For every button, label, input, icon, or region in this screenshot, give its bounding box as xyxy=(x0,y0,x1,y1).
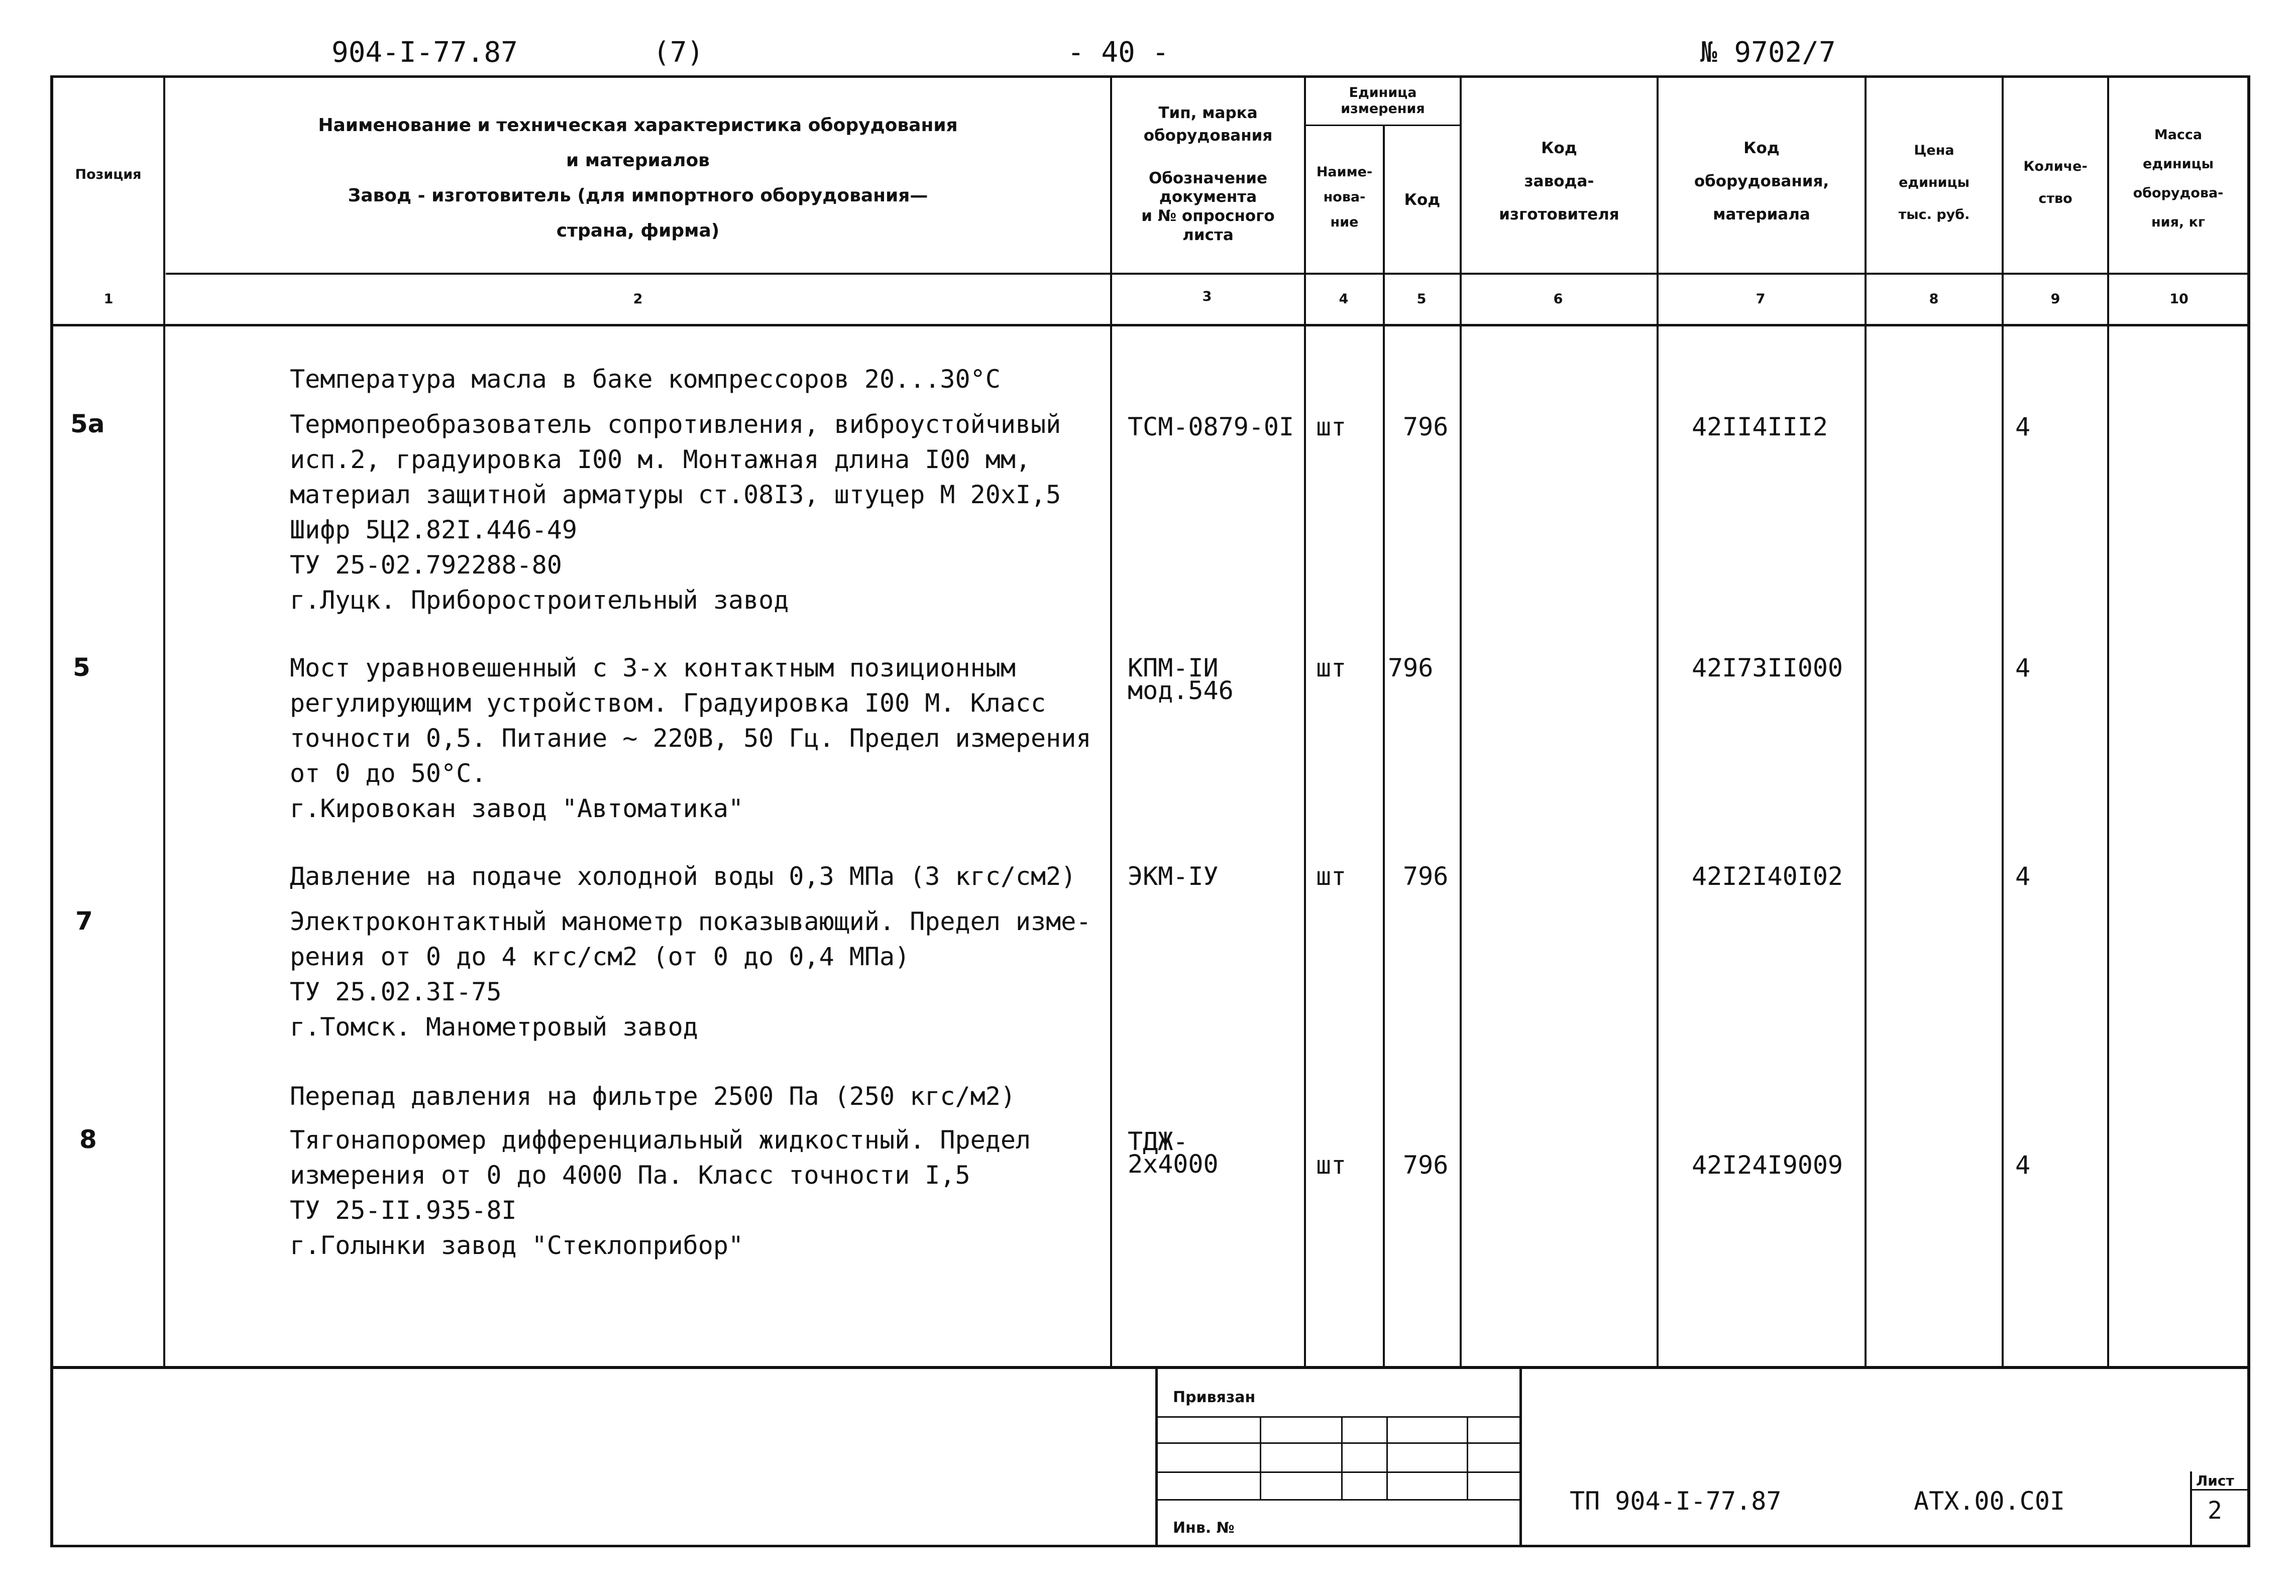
header-type-line5: и № опросного xyxy=(1141,207,1275,225)
project-code: 904-I-77.87 xyxy=(332,36,518,69)
header-name-line4: страна, фирма) xyxy=(556,220,720,241)
row-unit-name: шт xyxy=(1316,1151,1347,1180)
column-number: 9 xyxy=(2050,291,2060,307)
row-quantity: 4 xyxy=(2015,653,2031,682)
row-quantity: 4 xyxy=(2015,862,2031,891)
row-position: 5 xyxy=(73,653,90,682)
header-price-line3: тыс. руб. xyxy=(1898,207,1970,222)
header-name-line1: Наименование и техническая характеристика оборудования xyxy=(318,115,958,136)
row-unit-name: шт xyxy=(1316,862,1347,891)
header-maker-code-line1: Код xyxy=(1541,139,1577,157)
header-name-line3: Завод - изготовитель (для импортного оборудования— xyxy=(348,185,928,206)
row-line: от 0 до 50°С. xyxy=(290,759,487,788)
row-line: Шифр 5Ц2.82I.446-49 xyxy=(290,515,577,544)
column-number: 7 xyxy=(1756,291,1766,307)
column-number: 6 xyxy=(1553,291,1563,307)
header-type-line4: документа xyxy=(1159,188,1257,206)
header-mass-line2: единицы xyxy=(2142,156,2214,172)
row-line: г.Томск. Манометровый завод xyxy=(290,1012,698,1042)
header-position: Позиция xyxy=(75,167,142,182)
row-unit-code: 796 xyxy=(1403,862,1449,891)
row-line: Тягонапоромер дифференциальный жидкостный. Предел xyxy=(290,1125,1031,1155)
row-heading: Давление на подаче холодной воды 0,3 МПа (3 кгс/см2) xyxy=(290,862,1076,891)
column-number: 1 xyxy=(103,291,114,307)
row-line: ТУ 25-II.935-8I xyxy=(290,1196,517,1225)
header-mass-line1: Масса xyxy=(2154,127,2203,143)
row-position: 5а xyxy=(70,409,105,438)
row-unit-code: 796 xyxy=(1403,412,1449,441)
row-line: Мост уравновешенный с 3-х контактным позиционным xyxy=(290,653,1016,682)
page-number: - 40 - xyxy=(1067,36,1169,69)
row-unit-code: 796 xyxy=(1388,653,1434,682)
header-price-line1: Цена xyxy=(1914,143,1954,158)
header-mass-line4: ния, кг xyxy=(2151,214,2205,230)
column-number: 5 xyxy=(1416,291,1427,307)
stamp-bound-label: Привязан xyxy=(1173,1389,1256,1406)
row-line: Термопреобразователь сопротивления, виброустойчивый xyxy=(290,410,1061,439)
header-unit-line1: Единица xyxy=(1349,85,1417,100)
header-quantity-line2: ство xyxy=(2038,191,2072,206)
row-line: Электроконтактный манометр показывающий. Предел изме- xyxy=(290,907,1091,936)
row-line: г.Голынки завод "Стеклоприбор" xyxy=(290,1231,744,1260)
header-quantity-line1: Количе- xyxy=(2023,159,2088,174)
column-number: 10 xyxy=(2169,291,2189,307)
row-type: ТСМ-0879-0I xyxy=(1128,412,1294,441)
row-type: 2х4000 xyxy=(1128,1150,1219,1179)
header-equipment-code-line3: материала xyxy=(1713,205,1810,223)
row-heading: Перепад давления на фильтре 2500 Па (250 кгс/м2) xyxy=(290,1082,1016,1111)
row-line: ТУ 25.02.3I-75 xyxy=(290,977,502,1006)
row-line: рения от 0 до 4 кгс/см2 (от 0 до 0,4 МПа) xyxy=(290,942,910,971)
row-unit-code: 796 xyxy=(1403,1151,1449,1180)
row-line: исп.2, градуировка I00 м. Монтажная длина I00 мм, xyxy=(290,445,1031,474)
row-line: точности 0,5. Питание ~ 220В, 50 Гц. Предел измерения xyxy=(290,724,1091,753)
column-number: 8 xyxy=(1929,291,1939,307)
row-equipment-code: 42I73II000 xyxy=(1692,653,1843,682)
row-line: г.Луцк. Приборостроительный завод xyxy=(290,586,789,615)
row-equipment-code: 42I24I9009 xyxy=(1692,1151,1843,1180)
row-equipment-code: 42I2I40I02 xyxy=(1692,862,1843,891)
row-quantity: 4 xyxy=(2015,412,2031,441)
stamp-sheet-number: 2 xyxy=(2208,1497,2222,1525)
row-position: 7 xyxy=(75,906,93,936)
row-unit-name: шт xyxy=(1316,412,1347,441)
stamp-sheet-label: Лист xyxy=(2196,1472,2234,1489)
sheet-bracket: (7) xyxy=(653,36,704,69)
header-name-line2: и материалов xyxy=(566,150,710,171)
stamp-inventory-label: Инв. № xyxy=(1173,1519,1235,1537)
header-unit-name-line2: нова- xyxy=(1323,189,1366,205)
row-unit-name: шт xyxy=(1316,653,1347,682)
header-maker-code-line2: завода- xyxy=(1524,172,1594,190)
row-line: материал защитной арматуры ст.08I3, штуцер М 20хI,5 xyxy=(290,480,1061,509)
row-line: измерения от 0 до 4000 Па. Класс точности I,5 xyxy=(290,1161,970,1190)
order-number: № 9702/7 xyxy=(1700,36,1836,69)
header-equipment-code-line1: Код xyxy=(1743,139,1780,157)
header-unit-code: Код xyxy=(1404,191,1441,209)
header-unit-line2: измерения xyxy=(1341,101,1425,117)
stamp-document-code: ТП 904-I-77.87 xyxy=(1570,1487,1782,1516)
header-maker-code-line3: изготовителя xyxy=(1499,205,1619,223)
row-heading: Температура масла в баке компрессоров 20...30°С xyxy=(290,365,1001,394)
header-type-line2: оборудования xyxy=(1143,127,1273,145)
row-type: ЭКМ-IУ xyxy=(1128,862,1219,891)
header-equipment-code-line2: оборудования, xyxy=(1694,172,1829,190)
header-mass-line3: оборудова- xyxy=(2133,185,2224,201)
stamp-drawing-code: АТХ.00.С0I xyxy=(1914,1487,2065,1516)
column-number: 2 xyxy=(633,291,643,307)
row-equipment-code: 42II4III2 xyxy=(1692,412,1828,441)
row-quantity: 4 xyxy=(2015,1151,2031,1180)
column-number: 4 xyxy=(1339,291,1349,307)
row-line: г.Кировокан завод "Автоматика" xyxy=(290,794,744,823)
row-line: ТУ 25-02.792288-80 xyxy=(290,550,562,580)
header-unit-name-line1: Наиме- xyxy=(1316,164,1373,180)
header-type-line1: Тип, марка xyxy=(1158,104,1258,122)
row-type: ТДЖ- xyxy=(1128,1127,1188,1156)
header-type-line3: Обозначение xyxy=(1148,169,1268,187)
column-number: 3 xyxy=(1202,289,1212,304)
row-line: регулирующим устройством. Градуировка I00 М. Класс xyxy=(290,689,1046,718)
row-type: мод.546 xyxy=(1128,676,1234,705)
row-position: 8 xyxy=(79,1125,97,1154)
header-price-line2: единицы xyxy=(1898,175,1970,190)
row-type: КПМ-IИ xyxy=(1128,653,1219,682)
header-unit-name-line3: ние xyxy=(1330,214,1359,230)
header-type-line6: листа xyxy=(1182,226,1234,244)
